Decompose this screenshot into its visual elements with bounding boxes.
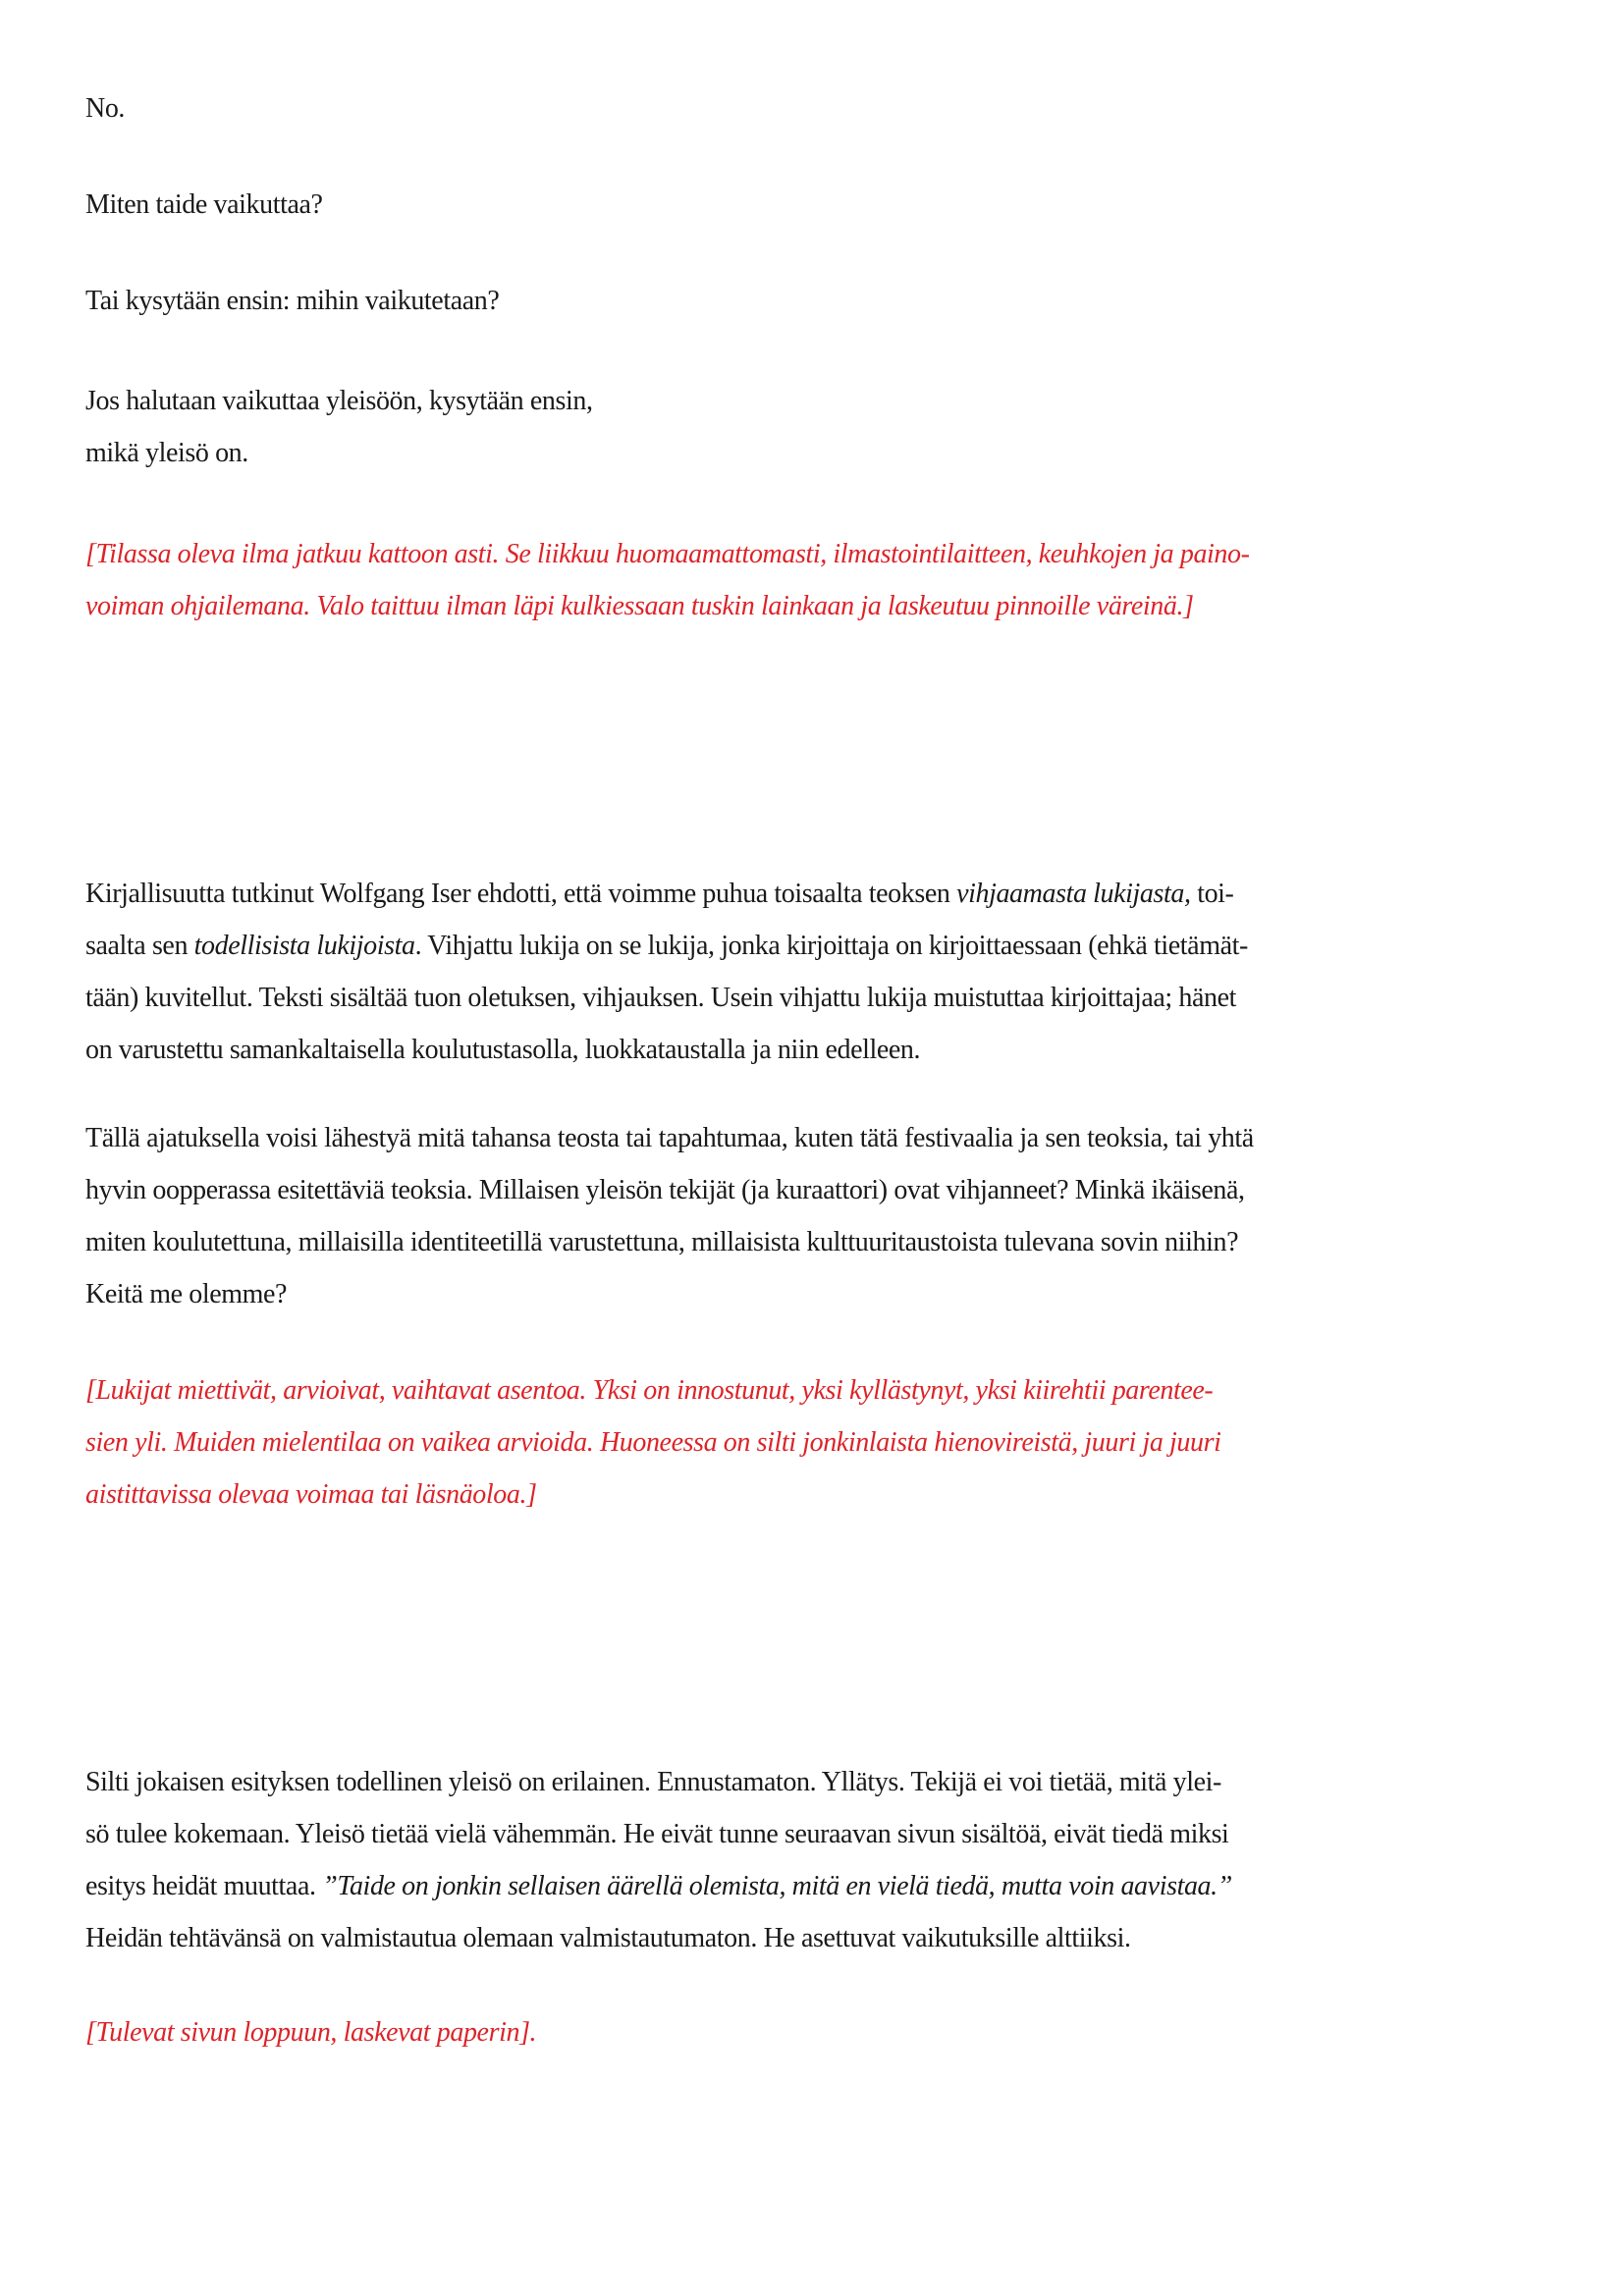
text-segment: Silti jokaisen esityksen todellinen yleisö on erilainen. Ennustamaton. Yllätys. Tekijä ei voi tietää, mitä ylei- <box>85 1767 1221 1797</box>
text-segment: [Tilassa oleva ilma jatkuu kattoon asti. Se liikkuu huomaamattomasti, ilmastointilaitteen, keuhkojen ja paino- <box>85 539 1250 569</box>
text-segment: mikä yleisö on. <box>85 438 248 468</box>
text-segment: Tai kysytään ensin: mihin vaikutetaan? <box>85 286 500 316</box>
text-segment: esitys heidät muuttaa. <box>85 1871 323 1901</box>
text-segment: tään) kuvitellut. Teksti sisältää tuon oletuksen, vihjauksen. Usein vihjattu lukija muistuttaa kirjoittajaa; hänet <box>85 983 1237 1013</box>
text-segment: on varustettu samankaltaisella koulutustasolla, luokkataustalla ja niin edelleen. <box>85 1035 921 1065</box>
text-line <box>85 179 1565 231</box>
paragraph-audience-intro <box>85 375 1565 479</box>
text-line <box>85 1756 1565 1808</box>
text-segment: No. <box>85 93 126 124</box>
text-segment: saalta sen <box>85 931 194 961</box>
text-line <box>85 1912 1565 1964</box>
text-segment: toi- <box>1190 879 1234 909</box>
text-line <box>85 427 1565 479</box>
paragraph-question-what <box>85 275 1565 327</box>
text-segment: Jos halutaan vaikuttaa yleisöön, kysytään ensin, <box>85 386 593 416</box>
text-line <box>85 528 1565 580</box>
italic-text-segment: vihjaamasta lukijasta, <box>956 879 1191 909</box>
text-segment: aistittavissa olevaa voimaa tai läsnäoloa.] <box>85 1479 537 1510</box>
text-line <box>85 1216 1565 1268</box>
text-line <box>85 1024 1565 1076</box>
text-line <box>85 1268 1565 1320</box>
stage-direction-air <box>85 528 1565 632</box>
text-line <box>85 1112 1565 1164</box>
text-segment: Tällä ajatuksella voisi lähestyä mitä tahansa teosta tai tapahtumaa, kuten tätä festivaalia ja sen teoksia, tai yhtä <box>85 1123 1254 1153</box>
text-segment: Kirjallisuutta tutkinut Wolfgang Iser ehdotti, että voimme puhua toisaalta teoksen <box>85 879 957 909</box>
text-segment: sö tulee kokemaan. Yleisö tietää vielä vähemmän. He eivät tunne seuraavan sivun sisältöä, eivät tiedä miksi <box>85 1819 1229 1849</box>
text-line <box>85 1808 1565 1860</box>
paragraph-question-how <box>85 179 1565 231</box>
text-line <box>85 1364 1565 1416</box>
text-segment: voiman ohjailemana. Valo taittuu ilman läpi kulkiessaan tuskin lainkaan ja laskeutuu pinnoille väreinä.] <box>85 591 1194 621</box>
text-segment: miten koulutettuna, millaisilla identiteetillä varustettuna, millaisista kulttuuritaustoista tulevana sovin niihin? <box>85 1227 1239 1257</box>
stage-direction-page-end <box>85 2006 1565 2058</box>
paragraph-festival <box>85 1112 1565 1320</box>
text-line <box>85 1860 1565 1912</box>
text-segment: [Tulevat sivun loppuun, laskevat paperin]. <box>85 2017 537 2048</box>
text-line <box>85 580 1565 632</box>
stage-direction-readers <box>85 1364 1565 1521</box>
italic-text-segment: todellisista lukijoista <box>193 931 415 961</box>
text-line <box>85 972 1565 1024</box>
text-segment: [Lukijat miettivät, arvioivat, vaihtavat asentoa. Yksi on innostunut, yksi kyllästynyt, yksi kiirehtii parentee- <box>85 1375 1214 1406</box>
paragraph-real-audience <box>85 1756 1565 1964</box>
text-segment: . Vihjattu lukija on se lukija, jonka kirjoittaja on kirjoittaessaan (ehkä tietämät- <box>414 931 1248 961</box>
text-segment: sien yli. Muiden mielentilaa on vaikea arvioida. Huoneessa on silti jonkinlaista hienovireistä, juuri ja juuri <box>85 1427 1221 1458</box>
text-line <box>85 1164 1565 1216</box>
text-segment: Keitä me olemme? <box>85 1279 288 1309</box>
text-line <box>85 375 1565 427</box>
text-segment: hyvin oopperassa esitettäviä teoksia. Millaisen yleisön tekijät (ja kuraattori) ovat vihjanneet? Minkä ikäisenä, <box>85 1175 1245 1205</box>
italic-text-segment: ”Taide on jonkin sellaisen äärellä olemista, mitä en vielä tiedä, mutta voin aavistaa.” <box>322 1871 1232 1901</box>
text-line <box>85 868 1565 920</box>
text-line <box>85 82 1565 134</box>
text-segment: Heidän tehtävänsä on valmistautua olemaan valmistautumaton. He asettuvat vaikutuksille alttiiksi. <box>85 1923 1131 1953</box>
text-line <box>85 275 1565 327</box>
text-line <box>85 1468 1565 1521</box>
text-segment: Miten taide vaikuttaa? <box>85 189 323 220</box>
text-line <box>85 1416 1565 1468</box>
paragraph-wolfgang-iser <box>85 868 1565 1076</box>
text-line <box>85 920 1565 972</box>
text-line <box>85 2006 1565 2058</box>
paragraph-opening-no <box>85 82 1565 134</box>
